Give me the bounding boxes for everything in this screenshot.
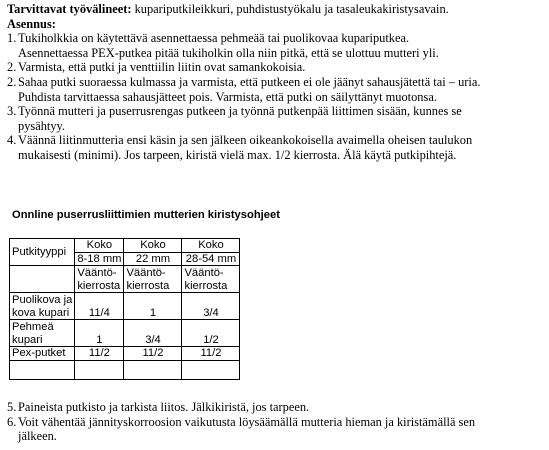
pipe-type-cell <box>10 320 75 347</box>
torque-value: 11/2 <box>182 347 240 361</box>
table-cell <box>124 360 182 379</box>
torque-value: 1/2 <box>182 320 240 347</box>
table-cell <box>75 360 124 379</box>
step-text: jälkeen. <box>18 429 57 444</box>
torque-value: 3/4 <box>124 320 182 347</box>
torque-table <box>9 238 240 380</box>
step-number: 1. <box>7 31 17 46</box>
size-header: Koko <box>182 239 240 253</box>
table-row <box>10 266 240 293</box>
step-item <box>7 400 542 415</box>
step-text: pysähtyy. <box>18 118 66 133</box>
pipe-type-cell <box>10 293 75 320</box>
table-cell <box>182 360 240 379</box>
step-text: mukaisesti (minimi). Jos tarpeen, kiristä vielä max. 1/2 kierrosta. Älä käytä putkipihtejä. <box>18 147 457 162</box>
step-text: Puhdista tarvittaessa sahausjätteet pois. Varmista, että putki on säilyttänyt muotonsa. <box>18 89 437 104</box>
torque-value: 11/2 <box>75 347 124 361</box>
step-number: 4. <box>7 133 17 148</box>
size-value: 28-54 mm <box>182 252 240 266</box>
torque-label-line1: Vääntö- <box>184 267 224 279</box>
table-heading: Onnline puserrusliittimien mutterien kiristysohjeet <box>12 209 280 221</box>
table-row <box>10 293 240 320</box>
step-text: Väännä liitinmutteria ensi käsin ja sen jälkeen oikeankokoisella avaimella oheisen taulukon <box>18 133 473 148</box>
step-text: Tukiholkkia on käytettävä asennettaessa pehmeää tai puolikovaa kupariputkea. <box>18 31 410 46</box>
step-text: Voit vähentää jännityskorroosion vaikutusta löysäämällä mutteria hieman ja kiristämällä sen <box>18 414 476 429</box>
final-steps-block <box>7 400 542 444</box>
step-number: 5. <box>7 400 17 414</box>
torque-label-line1: Vääntö- <box>77 267 117 279</box>
table-row <box>10 347 240 361</box>
torque-label-line1: Vääntö- <box>126 267 166 279</box>
table-cell <box>10 360 75 379</box>
pipe-type-header: Putkityyppi <box>10 239 75 266</box>
size-header: Koko <box>75 239 124 253</box>
step-item <box>7 60 542 75</box>
torque-label-line2: kierrosta <box>126 279 170 292</box>
table-cell <box>10 266 75 293</box>
torque-value: 3/4 <box>182 293 240 320</box>
step-item <box>7 415 542 444</box>
size-value: 8-18 mm <box>75 252 124 266</box>
table-row <box>10 360 240 379</box>
torque-value: 1 <box>75 320 124 347</box>
tools-label: Tarvittavat työvälineet: <box>7 2 132 16</box>
torque-value: 1 <box>124 293 182 320</box>
step-item <box>7 104 542 133</box>
pipe-type-line2: kupari <box>12 333 43 346</box>
step-text: Työnnä mutteri ja puserrusrengas putkeen ja työnnä putkenpää liittimen sisään, kunnes se <box>18 104 462 119</box>
step-item <box>7 75 542 104</box>
pipe-type-line2: kova kupari <box>12 306 70 319</box>
step-number: 3. <box>7 104 17 119</box>
pipe-type-line1: Pehmeä <box>12 321 54 333</box>
step-number: 6. <box>7 414 17 429</box>
pipe-type-line1: Puolikova ja <box>12 294 73 306</box>
torque-value: 11/4 <box>75 293 124 320</box>
assembly-heading: Asennus: <box>7 16 56 31</box>
step-number: 2. <box>7 74 17 89</box>
table-row <box>10 239 240 253</box>
step-text: Paineista putkisto ja tarkista liitos. Jälkikiristä, jos tarpeen. <box>18 400 310 414</box>
step-text: Varmista, että putki ja venttiilin liitin ovat samankokoisia. <box>18 60 306 75</box>
step-item <box>7 133 542 162</box>
size-header: Koko <box>124 239 182 253</box>
torque-header <box>75 266 124 293</box>
tools-line <box>7 2 542 17</box>
step-text: Asennettaessa PEX-putkea pitää tukiholkin olla niin pitkä, että se ulottuu mutteri yli. <box>18 45 439 60</box>
torque-label-line2: kierrosta <box>77 279 121 292</box>
torque-header <box>124 266 182 293</box>
table-row <box>10 320 240 347</box>
torque-header <box>182 266 240 293</box>
step-item <box>7 31 542 60</box>
step-number: 2. <box>7 60 17 75</box>
torque-label-line2: kierrosta <box>184 279 228 292</box>
step-text: Sahaa putki suoraessa kulmassa ja varmista, että putkeen ei ole jäänyt sahausjätettä tai – uria. <box>18 74 481 89</box>
size-value: 22 mm <box>124 252 182 266</box>
torque-value: 11/2 <box>124 347 182 361</box>
tools-text: kupariputkileikkuri, puhdistustyökalu ja tasaleukakiristysavain. <box>131 2 449 16</box>
instructions-block <box>7 2 542 163</box>
pipe-type-cell: Pex-putket <box>10 347 75 361</box>
